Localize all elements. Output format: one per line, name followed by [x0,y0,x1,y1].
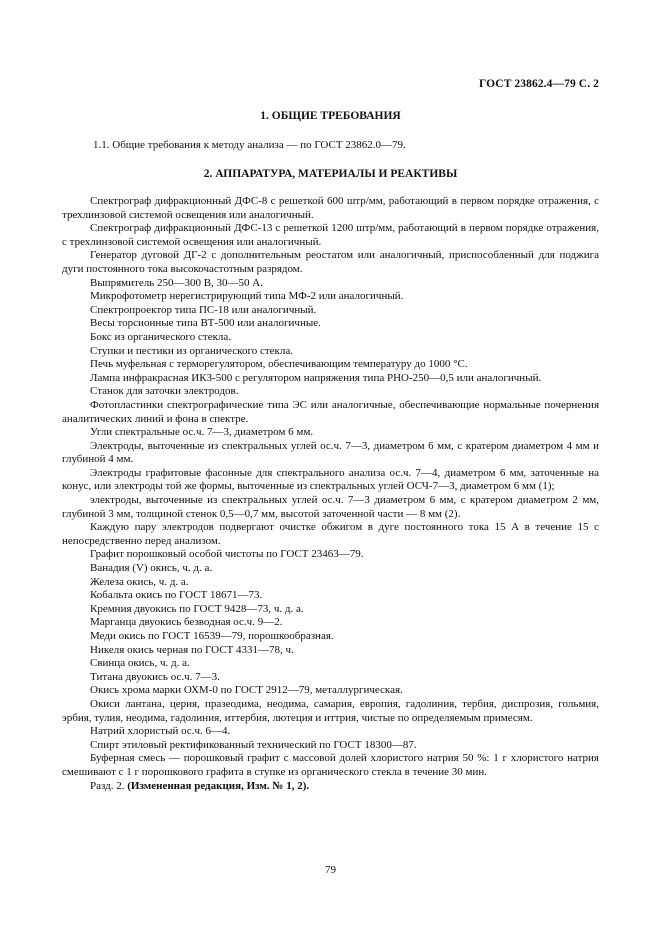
paragraph: Весы торсионные типа ВТ-500 или аналогичные. [90,317,321,330]
paragraph: Микрофотометр нерегистрирующий типа МФ-2 или аналогичный. [90,290,404,303]
paragraph: Печь муфельная с терморегулятором, обеспечивающим температуру до 1000 °С. [90,358,468,371]
paragraph: Спектрограф дифракционный ДФС-13 с решеткой 1200 штр/мм, работающий в первом порядке отражения, с трехлинзовой системой освещения или аналогичный. [62,222,599,248]
paragraph: Лампа инфракрасная ИКЗ-500 с регулятором напряжения типа РНО-250—0,5 или аналогичный. [90,371,542,384]
paragraph: Генератор дуговой ДГ-2 с дополнительным реостатом или аналогичный, приспособленный для поджига дуги постоянного тока высокочастотным разрядом. [62,249,599,275]
paragraph: Марганца двуокись безводная ос.ч. 9—2. [90,616,283,629]
paragraph: Угли спектральные ос.ч. 7—3, диаметром 6 мм. [90,426,314,439]
paragraph: Фотопластинки спектрографические типа ЭС или аналогичные, обеспечивающие нормальные почернения аналитических линий и фона в спектре. [62,398,599,425]
paragraph: Спектропроектор типа ПС-18 или аналогичный. [90,303,317,316]
paragraph: Ванадия (V) окись, ч. д. а. [90,562,213,575]
paragraph: Электроды, выточенные из спектральных углей ос.ч. 7—3, диаметром 6 мм, с кратером диаметром 4 мм и глубиной 4 мм. [62,439,599,466]
section-2-title: 2. АППАРАТУРА, МАТЕРИАЛЫ И РЕАКТИВЫ [203,168,458,180]
paragraph: электроды, выточенные из спектральных углей ос.ч. 7—3 диаметром 6 мм, с кратером диаметром 2 мм, глубиной 3 мм, толщиной стенок 0,5—0,7 мм, высотой заточенной части — 8 мм (2). [62,494,599,520]
paragraph: Никеля окись черная по ГОСТ 4331—78, ч. [90,643,294,656]
page-number: 79 [325,864,336,876]
section-2-body [62,195,599,793]
paragraph: Станок для заточки электродов. [90,385,239,398]
page-header: ГОСТ 23862.4—79 С. 2 [478,78,599,90]
paragraph: Окись хрома марки ОХМ-0 по ГОСТ 2912—79, металлургическая. [90,684,403,697]
paragraph: Спирт этиловый ректификованный технический по ГОСТ 18300—87. [90,738,417,751]
section-1-title: 1. ОБЩИЕ ТРЕБОВАНИЯ [260,110,401,122]
paragraph: Графит порошковый особой чистоты по ГОСТ 23463—79. [90,548,364,561]
final-note-prefix: Разд. 2. [90,779,128,792]
paragraph: Железа окись, ч. д. а. [90,575,189,588]
paragraph: Кобальта окись по ГОСТ 18671—73. [90,589,263,602]
paragraph: Окиси лантана, церия, празеодима, неодима, самария, европия, гадолиния, тербия, диспрозия, гольмия, эрбия, тулия, неодима, гадолиния, иттербия, лютеция и иттрия, чистые по определяемым примесям. [62,697,599,724]
final-note-bold: (Измененная редакция, Изм. № 1, 2). [127,779,310,792]
section-1-text: 1.1. Общие требования к методу анализа — по ГОСТ 23862.0—79. [93,139,406,151]
paragraph: Свинца окись, ч. д. а. [90,657,190,670]
paragraph: Ступки и пестики из органического стекла. [90,344,293,357]
paragraph: Выпрямитель 250—300 В, 30—50 А. [90,276,263,289]
paragraph: Электроды графитовые фасонные для спектрального анализа ос.ч. 7—4, диаметром 6 мм, заточенные на конус, или электроды той же формы, выточенные из спектральных углей ОСЧ-7—3, диаметром 6 мм (1); [62,466,599,493]
final-note [62,780,599,794]
paragraph: Спектрограф дифракционный ДФС-8 с решеткой 600 штр/мм, работающий в первом порядке отражения, с трехлинзовой системой освещения или аналогичный. [62,195,599,221]
paragraph: Бокс из органического стекла. [90,330,232,343]
paragraph: Кремния двуокись по ГОСТ 9428—73, ч. д. а. [90,602,304,615]
paragraph: Буферная смесь — порошковый графит с массовой долей хлористого натрия 50 %: 1 г хлористого натрия смешивают с 1 г порошкового графита в ступке из органического стекла в течение 30 мин. [62,752,599,778]
paragraph: Меди окись по ГОСТ 16539—79, порошкообразная. [90,630,334,642]
paragraph: Титана двуокись ос.ч. 7—3. [90,670,220,683]
paragraph: Каждую пару электродов подвергают очистке обжигом в дуге постоянного тока 15 А в течение 15 с непосредственно перед анализом. [62,521,599,547]
paragraph: Натрий хлористый ос.ч. 6—4. [90,725,231,738]
